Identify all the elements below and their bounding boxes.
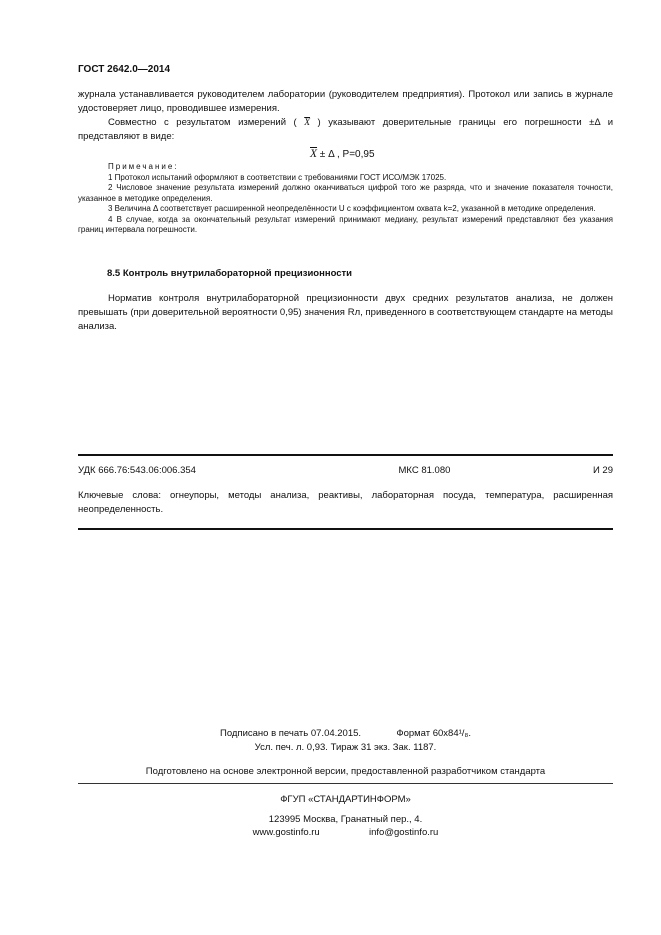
formula-mean-symbol: $\overline{X}$: [310, 148, 318, 160]
notes-block: [78, 162, 613, 236]
paragraph-journal: журнала устанавливается руководителем лаборатории (руководителем предприятия). Протокол или запись в журнале удостоверяет лицо, проводившее измерения.: [78, 89, 613, 114]
note-item-1: 1 Протокол испытаний оформляют в соответствии с требованиями ГОСТ ИСО/МЭК 17025.: [108, 172, 447, 182]
note-title: Примечание:: [108, 162, 179, 171]
note-item-2: 2 Числовое значение результата измерений должно оканчиваться цифрой того же разряда, что и значение показателя точности, указанное в методике определения.: [78, 183, 613, 203]
classification-row: [78, 465, 613, 476]
note-item-4: 4 В случае, когда за окончательный результат измерений принимают медиану, результат измерений представляют без указания границ интервала погрешности.: [78, 214, 613, 234]
result-formula: [310, 148, 375, 160]
paragraph-confidence: [78, 116, 613, 144]
note-item-3: 3 Величина Δ соответствует расширенной неопределённости U с коэффициентом охвата k=2, указанной в методике определения.: [108, 204, 596, 213]
paragraph-confidence-part1: Совместно с результатом измерений (: [108, 117, 297, 128]
imprint-signed: Подписано в печать 07.04.2015.: [220, 728, 362, 739]
publisher-site: www.gostinfo.ru: [252, 827, 320, 838]
group-code: И 29: [592, 465, 613, 476]
formula-rest: ± Δ , P=0,95: [317, 149, 375, 160]
imprint-signed-line: [78, 727, 613, 741]
udk-code: УДК 666.76:543.06:006.354: [78, 465, 196, 476]
publisher-address: 123995 Москва, Гранатный пер., 4.: [268, 814, 423, 825]
divider-bottom: [78, 528, 613, 530]
paragraph-precision: Норматив контроля внутрилабораторной прецизионности двух средних результатов анализа, не должен превышать (при доверительной вероятности 0,95) значения Rл, приведенного в соответствующем стандарте на методы анализа.: [78, 293, 613, 332]
mks-code: МКС 81.080: [398, 465, 451, 476]
imprint-format: Формат 60х84¹/₈.: [396, 728, 471, 739]
imprint-print-details: Усл. печ. л. 0,93. Тираж 31 экз. Зак. 1187.: [254, 742, 437, 753]
paragraph-confidence-part2: ) указывают доверительные границы его погрешности ±Δ и представляют в виде:: [78, 117, 613, 142]
imprint-prepared: Подготовлено на основе электронной версии, предоставленной разработчиком стандарта: [145, 766, 546, 777]
imprint-divider: [78, 783, 613, 784]
mean-symbol: $\overline{X}$: [304, 118, 311, 128]
document-header: ГОСТ 2642.0—2014: [78, 64, 171, 75]
divider-top: [78, 454, 613, 456]
publisher-contacts: [78, 826, 613, 840]
publisher-name: ФГУП «СТАНДАРТИНФОРМ»: [280, 794, 411, 805]
publisher-email: info@gostinfo.ru: [369, 827, 439, 838]
keywords: Ключевые слова: огнеупоры, методы анализа, реактивы, лабораторная посуда, температура, расширенная неопределенность.: [78, 490, 613, 515]
section-heading: 8.5 Контроль внутрилабораторной прецизионности: [107, 268, 353, 279]
